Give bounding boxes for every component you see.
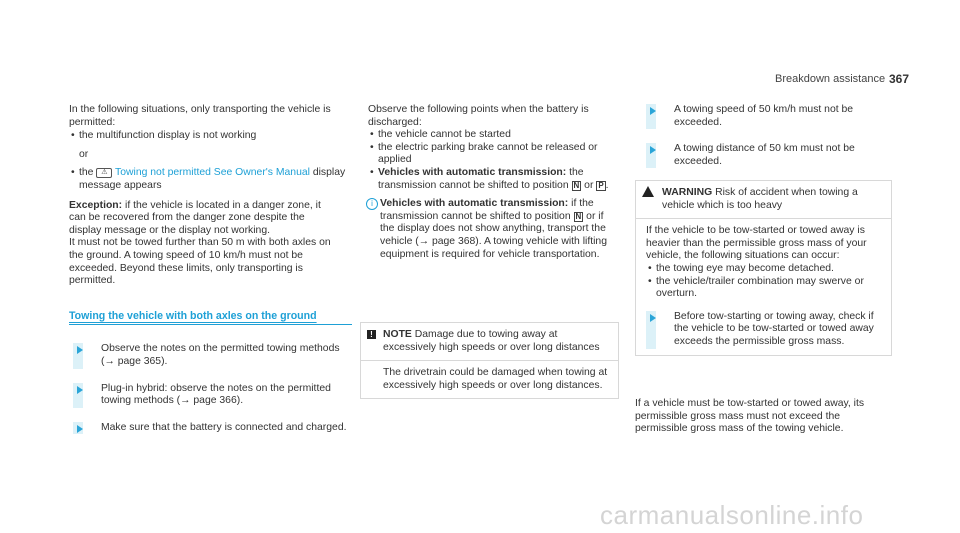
bullet-cannot-start: • the vehicle cannot be started (368, 129, 618, 142)
section-heading: Towing the vehicle with both axles on the ground (69, 309, 317, 322)
warning-icon (642, 186, 654, 197)
closing-paragraph: If a vehicle must be tow-started or towed away, its permissible gross mass must not exceed the permissible gross mass of the towing vehicle. (635, 398, 865, 435)
bullet-display-not-working: • the multifunction display is not working (69, 130, 349, 143)
step-check-mass: Before tow-starting or towing away, check if the vehicle to be tow-started or towed away exceeds the permissible gross mass. (646, 311, 883, 349)
note-icon: ! (367, 330, 376, 339)
heading-rule (69, 324, 352, 325)
step-observe-notes: Observe the notes on the permitted towing methods (→ page 365). (69, 343, 349, 368)
step-distance-limit: A towing distance of 50 km must not be exceeded. (642, 143, 894, 168)
bullet-swerve: • the vehicle/trailer combination may swerve or overturn. (646, 276, 883, 301)
warning-box: WARNING Risk of accident when towing a vehicle which is too heavy If the vehicle to be tow-started or towed away is heavier than the permissible gross mass of your vehicle, the following situations can occur: • the towing eye may become detached. • the vehicle/trailer combination may swerve or overturn. Before tow-starting or towing away, check if the vehicle to be tow-started or towed away exceeds the permissible gross mass. (635, 180, 892, 356)
step-arrow-icon (650, 314, 656, 322)
towing-symbol-icon: ⚠ (96, 168, 112, 178)
bullet-towing-eye: • the towing eye may become detached. (646, 263, 883, 276)
bullet-display-message: • the ⚠ Towing not permitted See Owner's Manual display message appears (69, 167, 349, 192)
info-icon: i (366, 198, 378, 210)
step-arrow-icon (650, 107, 656, 115)
gear-n-symbol: N (573, 180, 580, 190)
col2-intro: Observe the following points when the battery is discharged: (368, 104, 589, 128)
bullet-automatic-transmission: • Vehicles with automatic transmission: the transmission cannot be shifted to position N or P . (368, 167, 618, 192)
step-speed-limit: A towing speed of 50 km/h must not be exceeded. (642, 104, 894, 129)
or-text: or (79, 148, 89, 160)
page-number: 367 (889, 72, 910, 86)
warning-body: If the vehicle to be tow-started or towed away is heavier than the permissible gross mass of your vehicle, the following situations can occur: (646, 225, 867, 262)
display-message-link[interactable]: Towing not permitted See Owner's Manual (115, 167, 310, 179)
gear-p-symbol: P (598, 180, 604, 190)
bullet-parking-brake: • the electric parking brake cannot be released or applied (368, 142, 618, 167)
exception-paragraph: Exception: if the vehicle is located in a danger zone, it can be recovered from the danger zone despite the display message or the display not working. (69, 199, 321, 236)
column-3 (642, 104, 892, 168)
note-body: The drivetrain could be damaged when towing at excessively high speeds or over long distances. (383, 367, 608, 391)
gear-n-symbol: N (575, 211, 582, 221)
col1-intro: In the following situations, only transporting the vehicle is permitted: (69, 104, 331, 128)
section-title: Breakdown assistance (775, 73, 886, 85)
watermark: carmanualsonline.info (600, 500, 864, 530)
step-arrow-icon (77, 346, 83, 354)
step-arrow-icon (650, 146, 656, 154)
info-note: i Vehicles with automatic transmission: if the transmission cannot be shifted to position N or if the display does not show anything, transport the vehicle (→ page 368). A towing vehicle with lifting equipment is required for vehicle transportation. (368, 198, 618, 261)
column-2 (368, 104, 618, 261)
limit-paragraph: It must not be towed further than 50 m with both axles on the ground. A towing speed of 10 km/h must not be exceeded. Beyond these limits, only transporting is permitted. (69, 237, 331, 287)
column-1 (69, 104, 349, 434)
step-arrow-icon (77, 425, 83, 433)
step-battery-connected: Make sure that the battery is connected and charged. (69, 422, 349, 435)
step-arrow-icon (77, 386, 83, 394)
note-box: ! NOTE Damage due to towing away at excessively high speeds or over long distances The drivetrain could be damaged when towing at excessively high speeds or over long distances. (360, 322, 619, 399)
step-plugin-hybrid: Plug-in hybrid: observe the notes on the permitted towing methods (→ page 366). (69, 383, 349, 408)
